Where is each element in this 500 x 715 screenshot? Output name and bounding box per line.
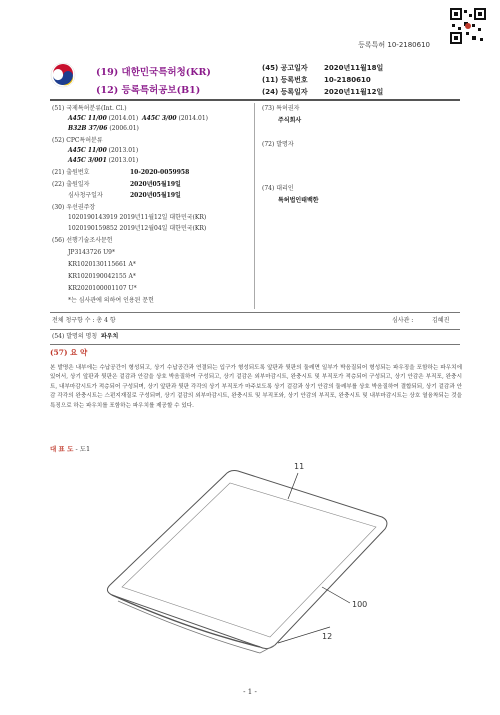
examiner: 김혜진 [432,317,450,324]
patentee: 주식회사 [278,117,302,124]
exam-request-label: 심사청구일자 [68,192,103,199]
examiner-label: 심사관 : [392,317,414,324]
inventor-label: (72) 발명자 [262,141,294,148]
priority-item: 1020190159852 2019년12월04일 대한민국(KR) [68,225,207,232]
patentee-label: (73) 특허권자 [262,105,300,112]
ipc-label: (51) 국제특허분류(Int. Cl.) [52,105,127,112]
callout-100: 100 [352,600,368,609]
agent: 특허법인태백한 [278,197,319,204]
priority-item: 1020190143919 2019년11월12일 대한민국(KR) [68,214,207,221]
prior-art-item: JP3143726 U9* [68,249,115,256]
registration-no-row: (11) 등록번호 10-2180610 [262,76,371,84]
representative-figure-label: 대 표 도 - 도1 [50,445,91,453]
government-emblem-icon [50,62,76,88]
abstract-divider [50,344,460,345]
cpc-line-1: A45C 11/00 (2013.01) [68,147,139,154]
prior-art-item: KR2020100001107 U* [68,285,137,292]
header-divider [50,99,460,101]
claims-divider [50,312,460,313]
exam-request-date: 2020년05월19일 [130,192,181,199]
callout-12: 12 [322,632,333,641]
cpc-label: (52) CPC특허분류 [52,137,103,144]
application-number-row: (21) 출원번호 [52,169,90,176]
abstract-heading: (57) 요 약 [50,348,88,357]
priority-label: (30) 우선권주장 [52,204,96,211]
page-number: - 1 - [243,688,257,696]
publication-type: (12) 등록특허공보(B1) [96,85,201,96]
column-divider [254,103,255,309]
total-claims: 전체 청구항 수 : 총 4 항 [52,317,116,324]
application-number: 10-2020-0059958 [130,169,190,176]
announcement-date-row: (45) 공고일자 2020년11월18일 [262,64,384,72]
registration-number: 등록특허 10-2180610 [358,41,430,49]
pouch-drawing [100,455,430,655]
invention-title-row: (54) 발명의 명칭 파우치 [52,333,119,340]
prior-art-note: *는 심사관에 의하여 인용된 문헌 [68,297,154,304]
ipc-line-2: B32B 37/06 (2006.01) [68,125,139,132]
application-date-label: (22) 출원일자 [52,181,90,188]
prior-art-label: (56) 선행기술조사문헌 [52,237,113,244]
application-date: 2020년05월19일 [130,181,181,188]
ipc-line-1: A45C 11/00 (2014.01) A45C 3/00 (2014.01) [68,115,208,122]
office-name: (19) 대한민국특허청(KR) [96,67,211,78]
title-divider [50,329,460,330]
cpc-line-2: A45C 3/001 (2013.01) [68,157,139,164]
abstract-text: 본 발명은 내부에는 수납공간이 형성되고, 상기 수납공간과 연결되는 입구가 형성되도록 앞판과 뒷판의 둘레면 일부가 박음질되어 형성되는 파우징을 포함하는 파우치에 있어서, 상기 앞판과 뒷판은 겉감과 안감을 상호 박음질하여 구성되고, 상기 겉감은 외부마감시트, 완충시트 및 부직포가 적층되어 구성되고, 상기 안감은 부직포, 완충시트, 내부마감시트가 적층되어 구성되며, 상기 앞판과 뒷판 각각의 상기 부직포가 마주보도록 상기 겉감과 상기 안감의 둘레부를 상호 박음질하여 결합되되, 상기 겉감과 안감 각각의 완충시트는 스펀지재질로 구성되며, 상기 겉감의 외부마감시트, 완충시트 및 부직포와, 상기 안감의 부직포, 완충시트 및 내부마감시트는 상호 열융착되는 것을 특징으로 하는 파우치를 포함하는 파우치를 제공할 수 있다. [50,365,462,409]
qr-code-icon [450,8,486,44]
prior-art-item: KR1020130115661 A* [68,261,136,268]
prior-art-item: KR1020190042155 A* [68,273,136,280]
registration-date-row: (24) 등록일자 2020년11월12일 [262,88,384,96]
agent-label: (74) 대리인 [262,185,294,192]
callout-11: 11 [294,462,305,471]
